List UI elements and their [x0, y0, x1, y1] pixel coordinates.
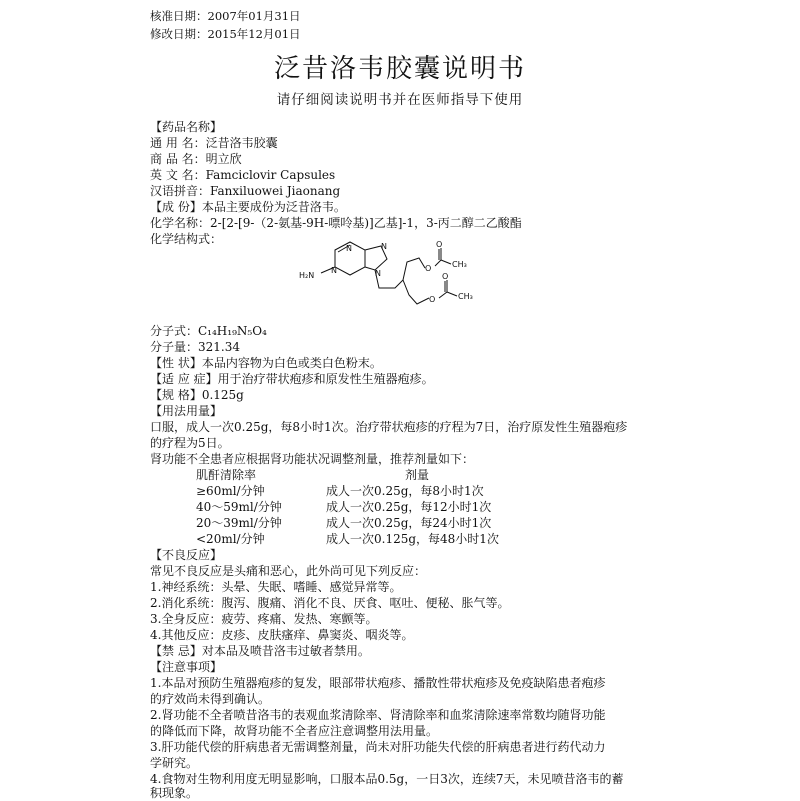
- english-name: 英 文 名：Famciclovir Capsules: [150, 168, 336, 182]
- specification: 【规 格】0.125g: [150, 388, 244, 402]
- adverse-item: 1.神经系统：头晕、失眠、嗜睡、感觉异常等。: [150, 580, 402, 594]
- ingredients: 【成 份】本品主要成份为泛昔洛韦。: [150, 200, 346, 214]
- trade-name: 商 品 名：明立欣: [150, 152, 242, 166]
- atom-o4: O: [442, 272, 449, 281]
- atom-ch3-a: CH₃: [452, 260, 467, 269]
- dosage-clearance: <20ml/分钟: [196, 532, 265, 546]
- adverse-item: 4.其他反应：皮疹、皮肤瘙痒、鼻窦炎、咽炎等。: [150, 628, 414, 642]
- dosage-amount: 成人一次0.25g，每24小时1次: [326, 516, 492, 530]
- atom-n3: N: [381, 242, 387, 251]
- contraindication: 【禁 忌】对本品及喷昔洛韦过敏者禁用。: [150, 644, 370, 658]
- chemical-name: 化学名称：2-[2-[9-（2-氨基-9H-嘌呤基)]乙基]-1，3-丙二醇二乙酸酯: [150, 216, 522, 230]
- atom-n4: N: [375, 269, 381, 278]
- dosage-amount: 成人一次0.25g，每12小时1次: [326, 500, 492, 514]
- dosage-col-clearance: 肌酐清除率: [196, 468, 257, 482]
- precautions-heading: 【注意事项】: [150, 660, 223, 674]
- usage-paragraph-line-1: 口服，成人一次0.25g，每8小时1次。治疗带状疱疹的疗程为7日，治疗原发性生殖器疱疹: [150, 420, 628, 434]
- page-subtitle: 请仔细阅读说明书并在医师指导下使用: [276, 92, 524, 108]
- adverse-item: 2.消化系统：腹泻、腹痛、消化不良、厌食、呕吐、便秘、胀气等。: [150, 596, 510, 610]
- dosage-clearance: ≥60ml/分钟: [196, 484, 265, 498]
- adverse-intro: 常见不良反应是头痛和恶心，此外尚可见下列反应：: [150, 564, 427, 578]
- drug-name-heading: 【药品名称】: [150, 120, 223, 134]
- character: 【性 状】本品内容物为白色或类白色粉末。: [150, 356, 382, 370]
- adverse-heading: 【不良反应】: [150, 548, 223, 562]
- precaution-line: 4.食物对生物利用度无明显影响，口服本品0.5g，一日3次，连续7天，未见喷昔洛韦的蓄: [150, 772, 624, 786]
- approval-date: 核准日期：2007年01月31日: [150, 9, 301, 23]
- dosage-amount: 成人一次0.25g，每8小时1次: [326, 484, 484, 498]
- precaution-line: 学研究。: [150, 756, 199, 770]
- precaution-line: 3.肝功能代偿的肝病患者无需调整剂量，尚未对肝功能失代偿的肝病患者进行药代动力: [150, 740, 606, 754]
- precaution-line: 的疗效尚未得到确认。: [150, 692, 271, 706]
- atom-o3: O: [429, 295, 436, 304]
- indication: 【适 应 症】用于治疗带状疱疹和原发性生殖器疱疹。: [150, 372, 434, 386]
- pinyin-name: 汉语拼音：Fanxiluowei Jiaonang: [150, 184, 341, 198]
- dosage-amount: 成人一次0.125g，每48小时1次: [326, 532, 499, 546]
- precaution-line: 1.本品对预防生殖器疱疹的复发，眼部带状疱疹、播散性带状疱疹及免疫缺陷患者疱疹: [150, 676, 606, 690]
- atom-o2: O: [436, 240, 443, 249]
- atom-h2n: H₂N: [299, 271, 315, 280]
- dosage-clearance: 40～59ml/分钟: [196, 500, 282, 514]
- atom-n1: N: [346, 244, 352, 253]
- usage-paragraph-line-2: 的疗程为5日。: [150, 436, 230, 450]
- dosage-col-dose: 剂量: [405, 468, 430, 482]
- revision-date: 修改日期：2015年12月01日: [150, 27, 301, 41]
- molecular-weight: 分子量：321.34: [150, 340, 240, 354]
- atom-o1: O: [425, 264, 432, 273]
- chemical-structure: [295, 240, 485, 330]
- atom-n2: N: [331, 266, 337, 275]
- atom-ch3-b: CH₃: [458, 292, 473, 301]
- precaution-line: 2.肾功能不全者喷昔洛韦的表观血浆清除率、肾清除率和血浆清除速率常数均随肾功能: [150, 708, 606, 722]
- dosage-clearance: 20～39ml/分钟: [196, 516, 282, 530]
- adverse-item: 3.全身反应：疲劳、疼痛、发热、寒颤等。: [150, 612, 378, 626]
- generic-name: 通 用 名：泛昔洛韦胶囊: [150, 136, 278, 150]
- usage-heading: 【用法用量】: [150, 404, 223, 418]
- renal-adjustment-intro: 肾功能不全患者应根据肾功能状况调整剂量，推荐剂量如下：: [150, 452, 475, 466]
- molecular-formula: 分子式：C₁₄H₁₉N₅O₄: [150, 324, 267, 338]
- structure-label: 化学结构式：: [150, 232, 223, 246]
- precaution-line: 积现象。: [150, 786, 199, 800]
- precaution-line: 的降低而下降，故肾功能不全者应注意调整用法用量。: [150, 724, 439, 738]
- page-title: 泛昔洛韦胶囊说明书: [273, 54, 526, 84]
